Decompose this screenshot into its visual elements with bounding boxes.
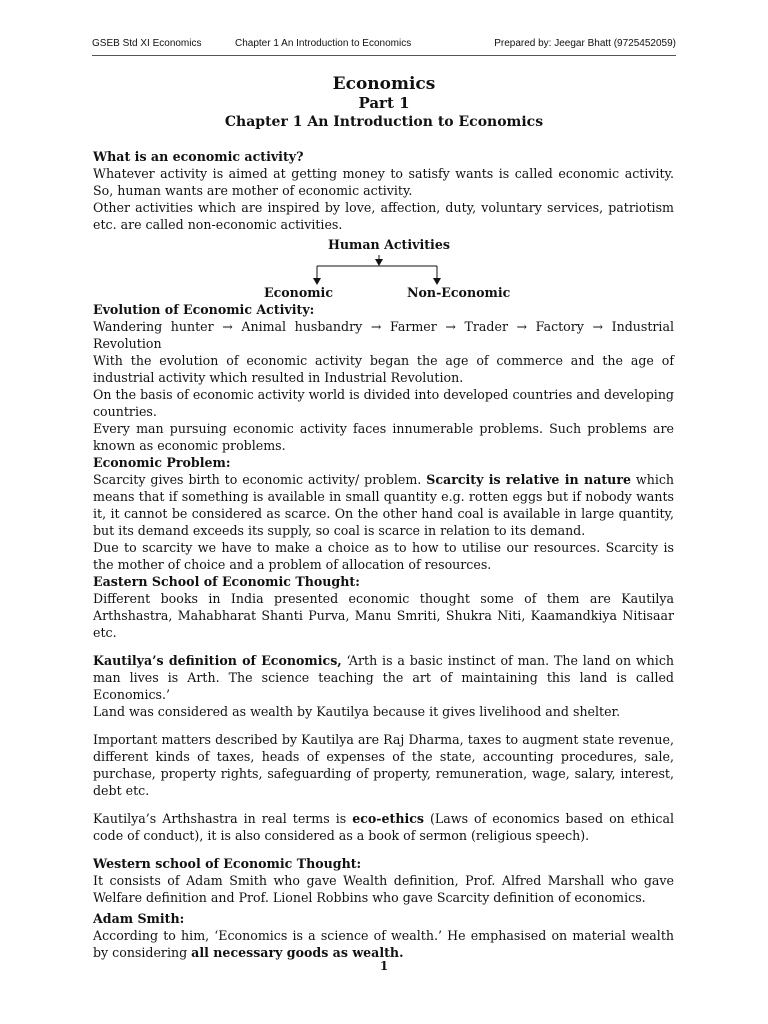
evolution-chain: Wandering hunter → Animal husbandry → Farmer → Trader → Factory → Industrial Revolution xyxy=(93,319,674,351)
paragraph: With the evolution of economic activity began the age of commerce and the age of industrial activity which resulted in Industrial Revolution. xyxy=(93,353,674,385)
document-title: Economics xyxy=(332,74,436,94)
section-heading-economic-problem: Economic Problem: xyxy=(93,455,231,470)
paragraph: Every man pursuing economic activity faces innumerable problems. Such problems are known as economic problems. xyxy=(93,421,674,453)
paragraph: Kautilya’s definition of Economics, ‘Arth is a basic instinct of man. The land on which man lives is Arth. The science teaching the art of maintaining this land is called Economics.’ xyxy=(93,653,674,702)
bold-phrase: Scarcity is relative in nature xyxy=(426,472,631,487)
part-title: Part 1 xyxy=(358,94,410,112)
diagram-economic-label: Economic xyxy=(264,285,334,300)
paragraph: It consists of Adam Smith who gave Wealth definition, Prof. Alfred Marshall who gave Welfare definition and Prof. Lionel Robbins who gave Scarcity definition of economics. xyxy=(93,873,674,905)
document-body xyxy=(93,148,674,961)
section-heading-eastern-school: Eastern School of Economic Thought: xyxy=(93,574,360,589)
paragraph: According to him, ‘Economics is a science of wealth.’ He emphasised on material wealth by considering all necessary goods as wealth. xyxy=(93,928,674,960)
paragraph: Whatever activity is aimed at getting money to satisfy wants is called economic activity. So, human wants are mother of economic activity. xyxy=(93,166,674,198)
diagram-root-label: Human Activities xyxy=(328,237,450,252)
paragraph: On the basis of economic activity world is divided into developed countries and developing countries. xyxy=(93,387,674,419)
arrow-head-top xyxy=(375,259,383,266)
paragraph: Due to scarcity we have to make a choice as to how to utilise our resources. Scarcity is the mother of choice and a problem of allocation of resources. xyxy=(93,540,674,572)
paragraph: Land was considered as wealth by Kautilya because it gives livelihood and shelter. xyxy=(93,704,621,719)
paragraph: Different books in India presented economic thought some of them are Kautilya Arthshastra, Mahabharat Shanti Purva, Manu Smriti, Shukra Niti, Kaamandkiya Nitisaar etc. xyxy=(93,591,674,640)
paragraph: Other activities which are inspired by love, affection, duty, voluntary services, patriotism etc. are called non-economic activities. xyxy=(93,200,674,232)
paragraph: Scarcity gives birth to economic activity/ problem. Scarcity is relative in nature which means that if something is available in small quantity e.g. rotten eggs but if nobody wants it, it cannot be considered as scarce. On the other hand coal is available in large quantity, but its demand exceeds its supply, so coal is scarce in relation to its demand. xyxy=(93,472,675,538)
paragraph: Important matters described by Kautilya are Raj Dharma, taxes to augment state revenue, different kinds of taxes, heads of expenses of the state, accounting procedures, sale, purchase, property rights, safeguarding of property, remuneration, wage, salary, interest, debt etc. xyxy=(93,732,674,798)
page-header xyxy=(92,38,676,56)
bold-phrase: all necessary goods as wealth. xyxy=(191,945,404,960)
header-author: Prepared by: Jeegar Bhatt (9725452059) xyxy=(494,38,676,49)
section-heading-evolution: Evolution of Economic Activity: xyxy=(93,302,315,317)
header-course: GSEB Std XI Economics xyxy=(92,38,202,49)
chapter-title: Chapter 1 An Introduction to Economics xyxy=(224,114,544,130)
header-chapter: Chapter 1 An Introduction to Economics xyxy=(235,38,412,49)
diagram-non-economic-label: Non-Economic xyxy=(407,285,511,300)
bold-phrase: Kautilya’s definition of Economics, xyxy=(93,653,342,668)
page-number: 1 xyxy=(379,959,389,973)
section-heading-economic-activity: What is an economic activity? xyxy=(93,149,304,164)
human-activities-diagram xyxy=(93,233,674,301)
bold-phrase: eco-ethics xyxy=(352,811,425,826)
section-heading-adam-smith: Adam Smith: xyxy=(93,911,185,926)
paragraph: Kautilya’s Arthshastra in real terms is eco-ethics (Laws of economics based on ethical code of conduct), it is also considered as a book of sermon (religious speech). xyxy=(93,811,674,843)
section-heading-western-school: Western school of Economic Thought: xyxy=(93,856,362,871)
